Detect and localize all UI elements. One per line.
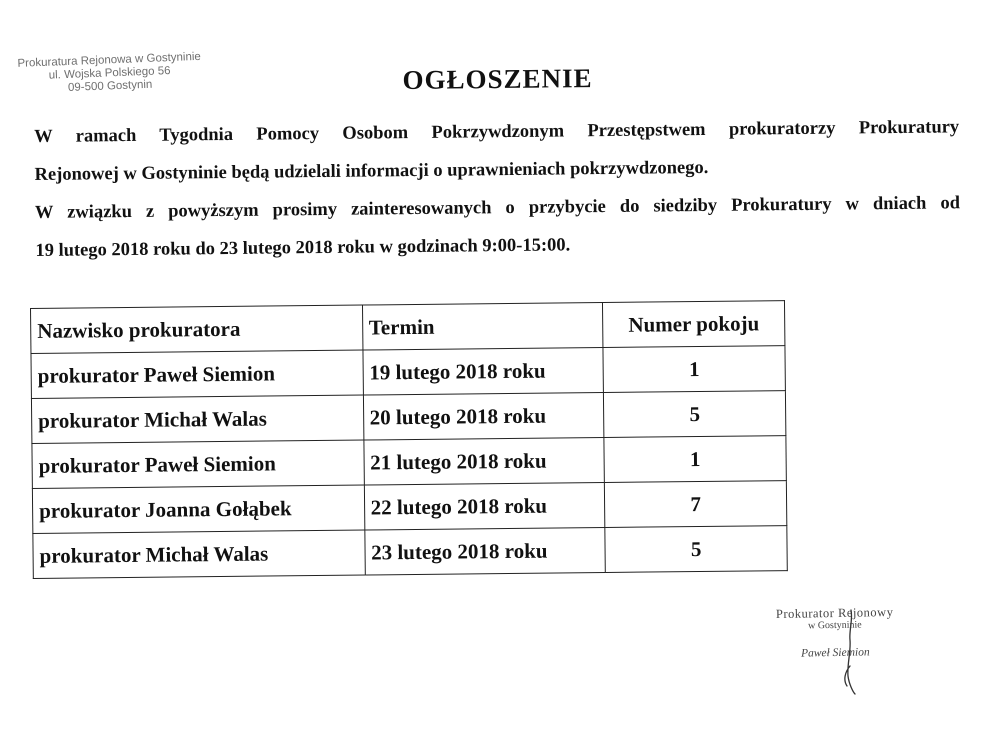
table-row xyxy=(32,481,786,534)
signature-place: w Gostyninie xyxy=(807,619,862,632)
stamp-city: 09-500 Gostynin xyxy=(67,78,153,94)
table-row xyxy=(31,391,785,444)
cell-room: 1 xyxy=(603,346,785,393)
header-date: Termin xyxy=(362,303,603,351)
cell-room: 5 xyxy=(605,526,787,573)
cell-prosecutor: prokurator Michał Walas xyxy=(31,395,363,443)
cell-date: 21 lutego 2018 roku xyxy=(363,437,604,485)
announcement-title: OGŁOSZENIE xyxy=(402,63,593,95)
cell-prosecutor: prokurator Joanna Gołąbek xyxy=(32,485,364,533)
cell-prosecutor: prokurator Paweł Siemion xyxy=(32,440,364,488)
table-row xyxy=(32,436,786,489)
paragraph-2-line-2: 19 lutego 2018 roku do 23 lutego 2018 roku w godzinach 9:00-15:00. xyxy=(35,235,571,261)
cell-prosecutor: prokurator Michał Walas xyxy=(33,530,365,578)
handwritten-signature xyxy=(835,606,865,696)
paragraph-1-line-1: W ramach Tygodnia Pomocy Osobom Pokrzywdzonym Przestępstwem prokuratorzy Prokuratury xyxy=(34,117,960,147)
cell-room: 1 xyxy=(604,436,786,483)
cell-date: 20 lutego 2018 roku xyxy=(363,392,604,440)
signature-role: Prokurator Rejonowy xyxy=(775,604,894,622)
table-header-row xyxy=(31,301,785,354)
signature-name: Paweł Siemion xyxy=(800,646,870,660)
schedule-table xyxy=(30,300,788,579)
cell-prosecutor: prokurator Paweł Siemion xyxy=(31,350,363,398)
stamp-office-name: Prokuratura Rejonowa w Gostyninie xyxy=(17,50,202,70)
header-prosecutor-name: Nazwisko prokuratora xyxy=(31,305,363,353)
cell-date: 23 lutego 2018 roku xyxy=(364,527,605,575)
cell-room: 5 xyxy=(604,391,786,438)
stamp-street: ul. Wojska Polskiego 56 xyxy=(48,65,171,82)
schedule-table-wrapper xyxy=(30,300,788,579)
cell-date: 19 lutego 2018 roku xyxy=(363,348,604,396)
cell-date: 22 lutego 2018 roku xyxy=(364,482,605,530)
header-room-number: Numer pokoju xyxy=(603,301,785,348)
announcement-body xyxy=(34,108,961,270)
paragraph-1-line-2: Rejonowej w Gostyninie będą udzielali informacji o uprawnieniach pokrzywdzonego. xyxy=(34,157,709,185)
paragraph-2-line-1: W związku z powyższym prosimy zainteresowanych o przybycie do siedziby Prokuratury w dniach od xyxy=(34,193,961,223)
table-row xyxy=(31,346,785,399)
cell-room: 7 xyxy=(605,481,787,528)
table-row xyxy=(33,526,787,579)
